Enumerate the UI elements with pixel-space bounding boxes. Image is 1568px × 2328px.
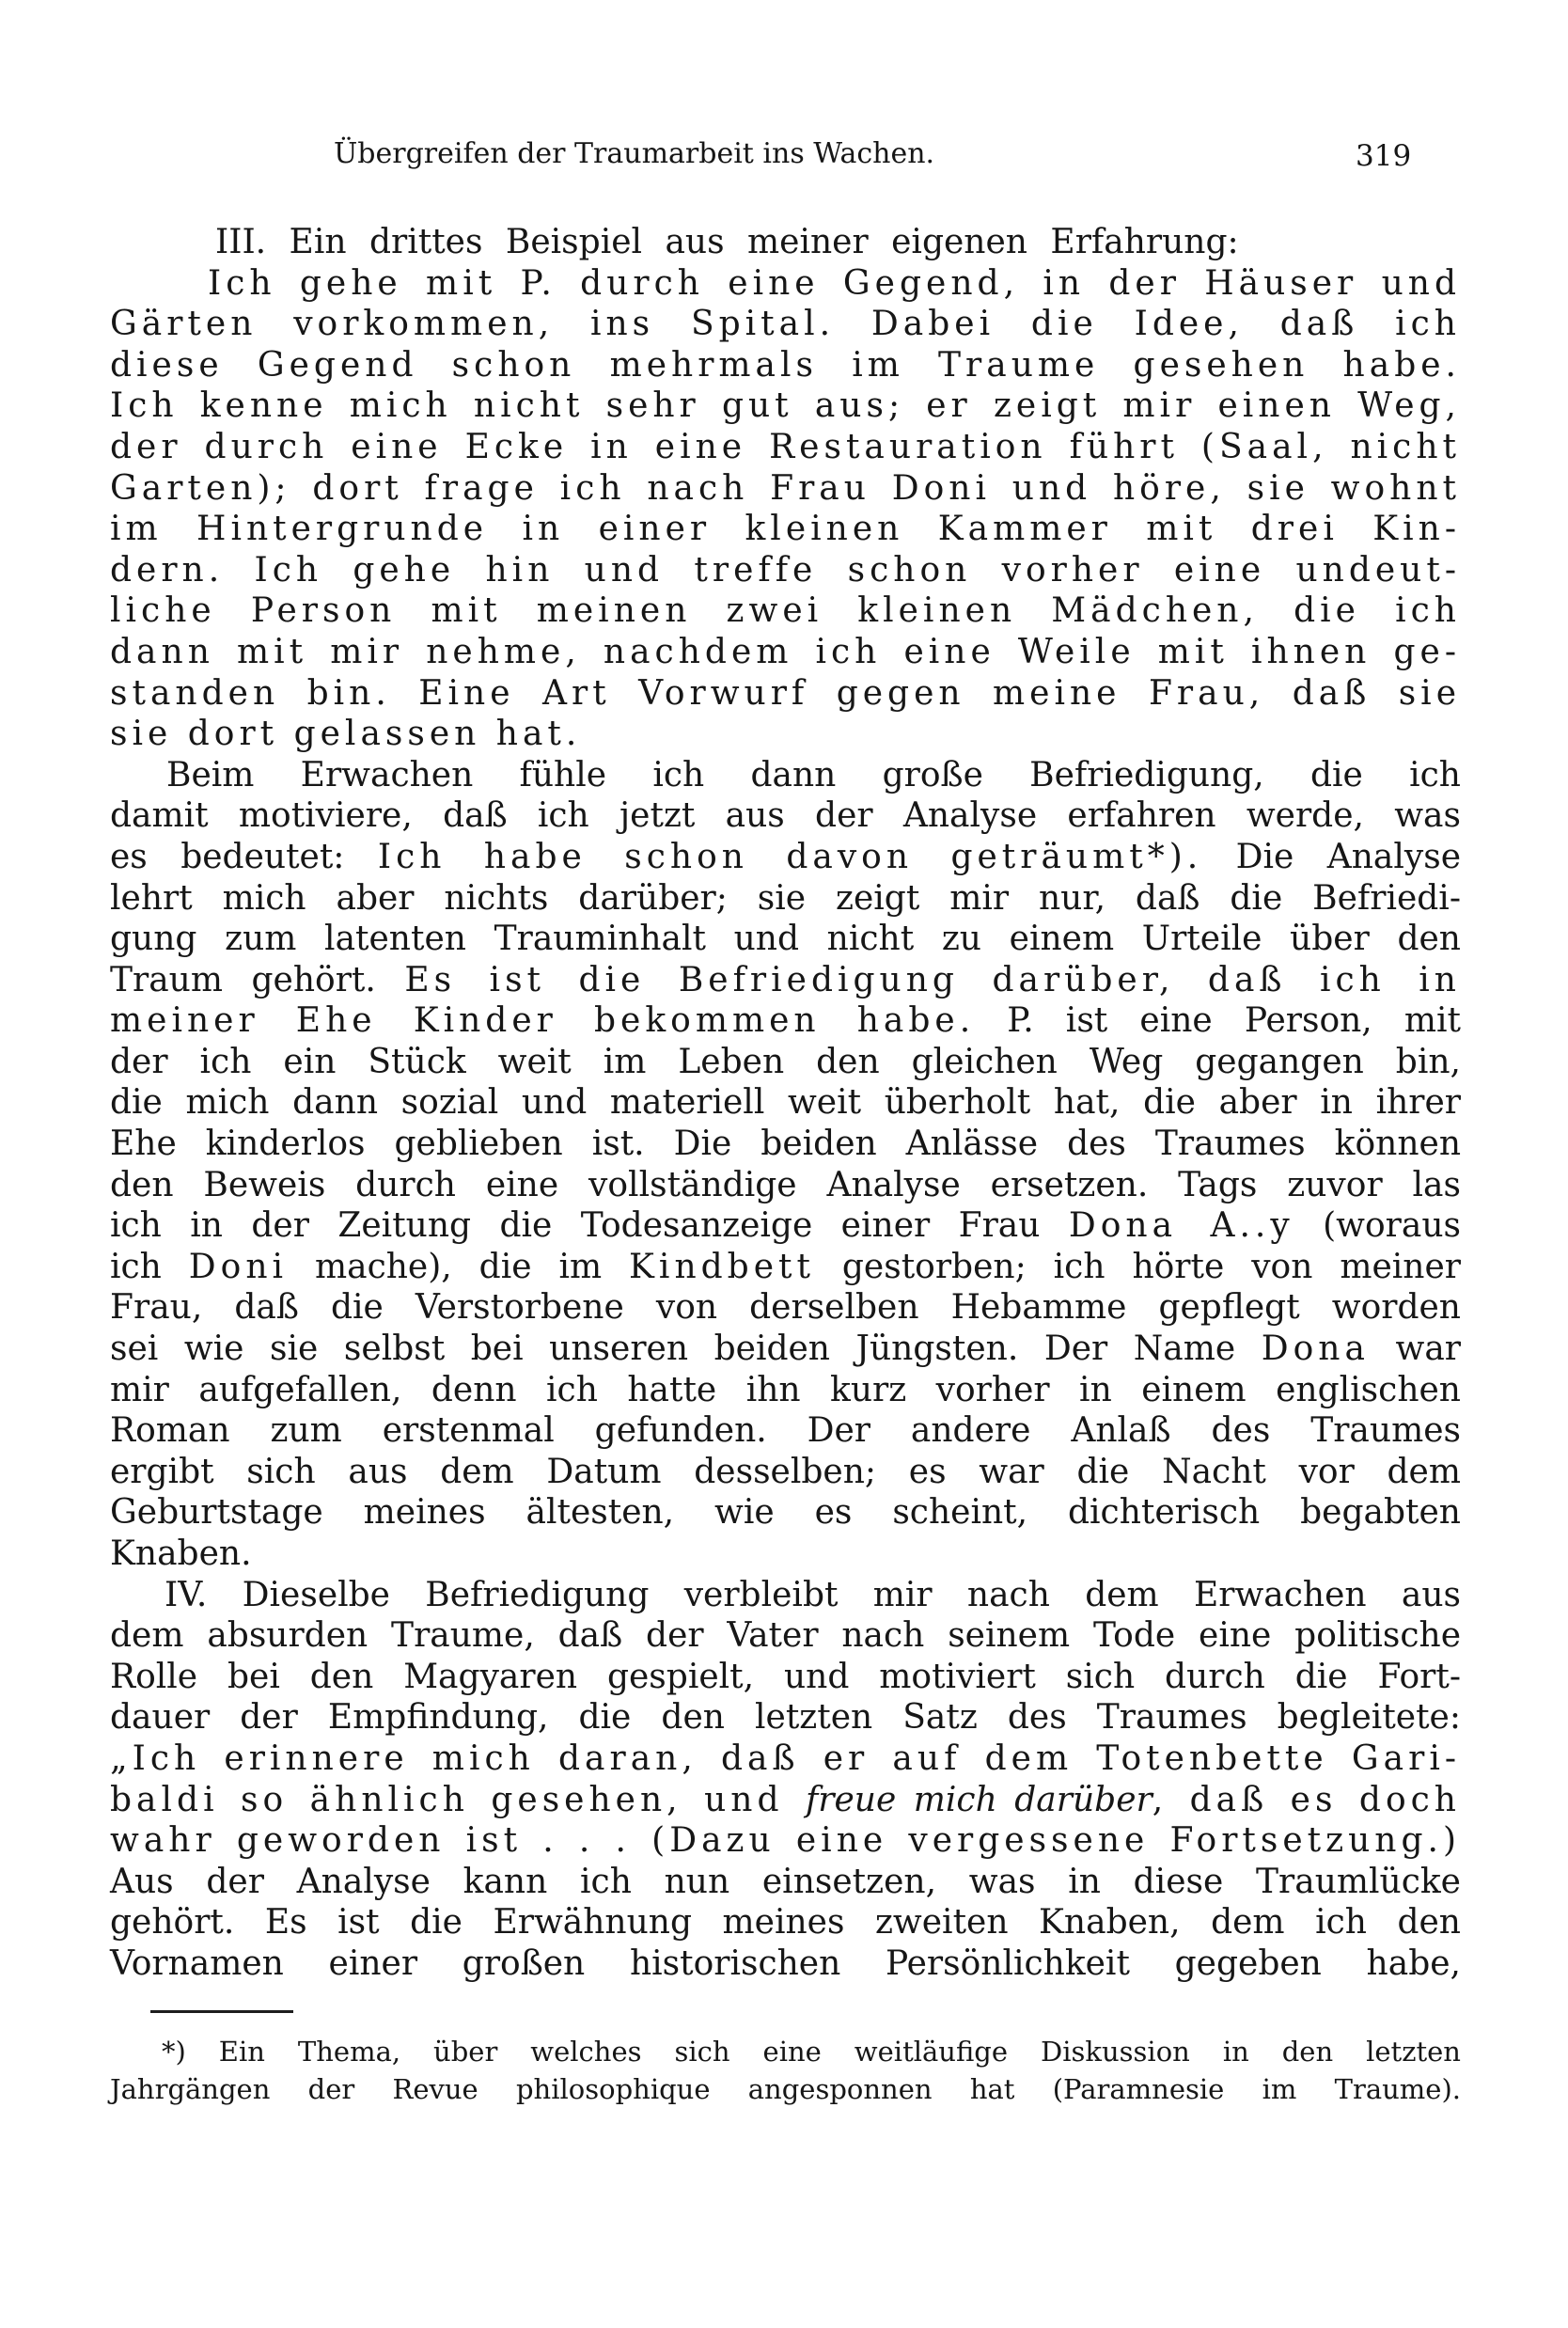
text-segment: *) Ein Thema, über welches sich eine weitläufige Diskussion in den letzten: [162, 2036, 1461, 2068]
text-segment: gestorben; ich hörte von meiner: [814, 1247, 1461, 1286]
text-segment: Doni: [188, 1247, 289, 1286]
emphasized-text-segment: freue mich darüber: [805, 1780, 1152, 1819]
text-segment: die mich dann sozial und materiell weit überholt hat, die aber in ihrer: [110, 1083, 1461, 1123]
text-segment: Die Analyse: [1202, 837, 1461, 876]
text-segment: ich: [110, 1247, 189, 1286]
text-line: [110, 714, 1461, 755]
text-segment: Frau, daß die Verstorbene von derselben Hebamme gepflegt worden: [110, 1288, 1461, 1328]
text-line: [110, 1287, 1461, 1329]
text-segment: Dona: [1261, 1329, 1370, 1369]
text-line: [110, 1738, 1461, 1780]
text-line: [110, 1657, 1461, 1698]
text-line: [110, 673, 1461, 715]
text-segment: Beim Erwachen fühle ich dann große Befriedigung, die ich: [166, 755, 1461, 794]
text-segment: lehrt mich aber nichts darüber; sie zeigt mir nur, daß die Befriedi-: [110, 878, 1461, 918]
text-segment: Ich gehe mit P. durch eine Gegend, in der Häuser und: [208, 263, 1461, 303]
text-line: [110, 1205, 1461, 1247]
text-segment: dem absurden Traume, daß der Vater nach seinem Tode eine politische: [110, 1616, 1461, 1656]
text-line: [110, 837, 1461, 878]
text-line: [110, 878, 1461, 920]
text-line: [110, 2033, 1461, 2070]
text-segment: meiner Ehe Kinder bekommen habe.: [110, 1001, 976, 1041]
text-line: [110, 1780, 1461, 1821]
text-segment: sei wie sie selbst bei unseren beiden Jüngsten. Der Name: [110, 1329, 1262, 1369]
text-segment: (woraus: [1294, 1206, 1461, 1246]
text-segment: Traum gehört.: [110, 960, 405, 999]
text-segment: gehört. Es ist die Erwähnung meines zweiten Knaben, dem ich den: [110, 1903, 1461, 1943]
text-segment: sie dort gelassen hat.: [110, 715, 582, 754]
text-segment: damit motiviere, daß ich jetzt aus der Analyse erfahren werde, was: [110, 796, 1461, 836]
text-segment: ergibt sich aus dem Datum desselben; es war die Nacht vor dem: [110, 1452, 1461, 1491]
text-line: [110, 755, 1461, 796]
text-segment: Vornamen einer großen historischen Persönlichkeit gegeben habe,: [110, 1943, 1461, 1983]
text-line: [110, 590, 1461, 632]
text-line: [110, 1575, 1461, 1616]
text-segment: mir aufgefallen, denn ich hatte ihn kurz vorher in einem englischen: [110, 1370, 1461, 1409]
text-segment: war: [1369, 1329, 1462, 1369]
text-segment: mache), die im: [288, 1247, 630, 1286]
text-segment: wahr geworden ist . . . (Dazu eine vergessene Fortsetzung.): [110, 1821, 1461, 1861]
text-segment: Ich habe schon davon geträumt*).: [377, 837, 1203, 876]
text-line: [110, 1862, 1461, 1903]
text-line: [110, 1492, 1461, 1534]
text-line: [110, 1943, 1461, 1985]
text-line: [110, 1902, 1461, 1943]
text-segment: Aus der Analyse kann ich nun einsetzen, was in diese Traumlücke: [110, 1862, 1461, 1901]
text-line: [110, 919, 1461, 960]
text-line: [110, 1042, 1461, 1083]
text-segment: Ich kenne mich nicht sehr gut aus; er zeigt mir einen Weg,: [110, 386, 1461, 426]
text-segment: III. Ein drittes Beispiel aus meiner eigenen Erfahrung:: [215, 223, 1239, 261]
running-header: [110, 137, 1461, 177]
text-line: [110, 427, 1461, 468]
text-segment: , daß es doch: [1152, 1780, 1461, 1819]
text-line: [110, 1697, 1461, 1738]
text-line: [110, 304, 1461, 345]
text-line: [110, 345, 1461, 386]
text-segment: Roman zum erstenmal gefunden. Der andere Anlaß des Traumes: [110, 1411, 1461, 1451]
text-line: [110, 385, 1461, 427]
text-segment: im Hintergrunde in einer kleinen Kammer mit drei Kin-: [110, 510, 1461, 549]
body-text: [110, 222, 1461, 1985]
text-segment: Knaben.: [110, 1534, 252, 1573]
text-line: [110, 468, 1461, 510]
text-segment: der durch eine Ecke in eine Restauration führt (Saal, nicht: [110, 427, 1461, 466]
text-line: [110, 509, 1461, 550]
text-line: [110, 1452, 1461, 1493]
text-segment: Gärten vorkommen, ins Spital. Dabei die Idee, daß ich: [110, 305, 1461, 344]
text-segment: standen bin. Eine Art Vorwurf gegen meine Frau, daß sie: [110, 673, 1461, 713]
text-segment: Es ist die Befriedigung darüber, daß ich in: [404, 960, 1461, 999]
footnote-text: [110, 2033, 1461, 2108]
text-segment: den Beweis durch eine vollständige Analyse ersetzen. Tags zuvor las: [110, 1165, 1461, 1204]
text-line: [110, 2070, 1461, 2108]
text-segment: Kindbett: [629, 1247, 815, 1286]
text-segment: Ehe kinderlos geblieben ist. Die beiden Anlässe des Traumes können: [110, 1125, 1461, 1164]
text-segment: liche Person mit meinen zwei kleinen Mädchen, die ich: [110, 591, 1461, 631]
text-line: [110, 1820, 1461, 1862]
text-line: [110, 960, 1461, 1001]
text-line: [110, 1247, 1461, 1288]
text-segment: Dona A..y: [1068, 1206, 1294, 1246]
text-segment: es bedeutet:: [110, 837, 378, 876]
text-line: [110, 1534, 1461, 1575]
text-line: [110, 222, 1461, 263]
footnote-separator: [150, 2010, 293, 2013]
text-segment: dauer der Empfindung, die den letzten Satz des Traumes begleitete:: [110, 1698, 1461, 1738]
text-line: [110, 1082, 1461, 1124]
text-line: [110, 1000, 1461, 1042]
text-segment: „Ich erinnere mich daran, daß er auf dem Totenbette Gari-: [110, 1738, 1461, 1778]
page-number: 319: [1356, 139, 1412, 173]
text-line: [110, 632, 1461, 673]
text-segment: Rolle bei den Magyaren gespielt, und motiviert sich durch die Fort-: [110, 1657, 1461, 1696]
text-segment: IV. Dieselbe Befriedigung verbleibt mir nach dem Erwachen aus: [165, 1575, 1461, 1614]
text-line: [110, 1410, 1461, 1452]
text-segment: der ich ein Stück weit im Leben den gleichen Weg gegangen bin,: [110, 1042, 1461, 1081]
text-line: [110, 1124, 1461, 1165]
text-line: [110, 263, 1461, 305]
text-segment: P. ist eine Person, mit: [975, 1001, 1461, 1041]
text-segment: diese Gegend schon mehrmals im Traume gesehen habe.: [110, 345, 1461, 385]
text-line: [110, 1329, 1461, 1370]
text-segment: dern. Ich gehe hin und treffe schon vorher eine undeut-: [110, 550, 1461, 590]
text-segment: gung zum latenten Trauminhalt und nicht zu einem Urteile über den: [110, 920, 1461, 959]
text-segment: dann mit mir nehme, nachdem ich eine Weile mit ihnen ge-: [110, 632, 1461, 671]
text-segment: baldi so ähnlich gesehen, und: [110, 1780, 806, 1819]
text-line: [110, 550, 1461, 591]
text-line: [110, 795, 1461, 837]
page-title: Übergreifen der Traumarbeit ins Wachen.: [334, 137, 935, 170]
text-segment: Jahrgängen der Revue philosophique angesponnen hat (Paramnesie im Traume).: [110, 2073, 1461, 2105]
text-segment: Geburtstage meines ältesten, wie es scheint, dichterisch begabten: [110, 1493, 1461, 1533]
text-segment: ich in der Zeitung die Todesanzeige einer Frau: [110, 1206, 1069, 1246]
text-line: [110, 1615, 1461, 1657]
text-line: [110, 1165, 1461, 1206]
text-segment: Garten); dort frage ich nach Frau Doni und höre, sie wohnt: [110, 468, 1461, 508]
text-line: [110, 1370, 1461, 1411]
